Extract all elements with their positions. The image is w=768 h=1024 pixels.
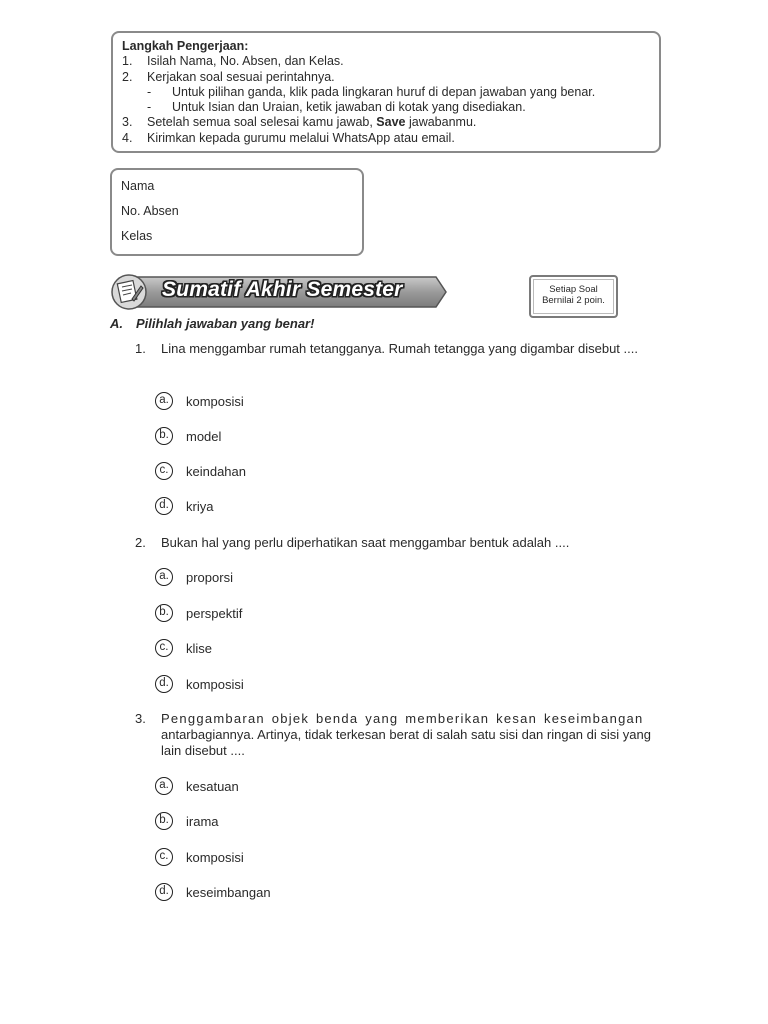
question-text — [161, 711, 660, 759]
question-number: 3. — [135, 711, 146, 726]
section-banner — [110, 273, 448, 311]
question-text: Bukan hal yang perlu diperhatikan saat menggambar bentuk adalah .... — [161, 535, 570, 550]
option-2d[interactable] — [155, 674, 244, 694]
section-label: A. — [110, 316, 123, 331]
option-3b[interactable] — [155, 811, 219, 831]
step-text — [147, 115, 476, 130]
step-text-part: jawabanmu. — [405, 115, 477, 130]
absen-label: No. Absen — [121, 204, 179, 218]
instructions-title: Langkah Pengerjaan: — [122, 39, 249, 53]
name-label: Nama — [121, 179, 155, 193]
instruction-substep — [122, 85, 649, 100]
option-1c[interactable] — [155, 461, 246, 481]
option-2a[interactable] — [155, 567, 233, 587]
instruction-step — [122, 70, 649, 85]
step-number: 4. — [122, 130, 133, 145]
option-2c[interactable] — [155, 638, 212, 658]
option-text: komposisi — [186, 393, 244, 409]
option-radio[interactable]: d. — [155, 883, 173, 901]
instructions-box — [111, 31, 661, 153]
option-text: komposisi — [186, 849, 244, 865]
step-number: 3. — [122, 115, 133, 130]
substep-dash: - — [147, 100, 152, 115]
question-3 — [135, 711, 660, 759]
option-radio[interactable]: c. — [155, 848, 173, 866]
question-text-line1: Penggambaran objek benda yang memberikan kesan keseimbangan — [161, 711, 644, 726]
substep-text: Untuk pilihan ganda, klik pada lingkaran huruf di depan jawaban yang benar. — [172, 84, 596, 99]
step-text: Kerjakan soal sesuai perintahnya. — [147, 69, 335, 84]
option-text: irama — [186, 813, 219, 829]
option-text: klise — [186, 640, 213, 656]
instruction-substep — [122, 100, 649, 115]
banner-title: Sumatif Akhir Semester — [162, 278, 403, 301]
question-text-rest: antarbagiannya. Artinya, tidak terkesan berat di salah satu sisi dan ringan di sisi yang lain disebut .... — [161, 727, 651, 758]
step-number: 2. — [122, 69, 133, 84]
option-text: model — [186, 428, 222, 444]
section-title: Pilihlah jawaban yang benar! — [136, 316, 315, 331]
option-1d[interactable] — [155, 496, 213, 516]
instruction-step — [122, 54, 649, 69]
option-radio[interactable]: b. — [155, 604, 173, 622]
step-text: Isilah Nama, No. Absen, dan Kelas. — [147, 54, 344, 69]
option-radio[interactable]: c. — [155, 462, 173, 480]
option-1a[interactable] — [155, 391, 244, 411]
step-text-part: Setelah semua soal selesai kamu jawab, — [147, 115, 377, 130]
option-text: perspektif — [186, 605, 243, 621]
option-radio[interactable]: b. — [155, 812, 173, 830]
option-radio[interactable]: a. — [155, 568, 173, 586]
step-text: Kirimkan kepada gurumu melalui WhatsApp atau email. — [147, 130, 455, 145]
option-text: proporsi — [186, 569, 233, 585]
option-text: kriya — [186, 498, 214, 514]
option-radio[interactable]: a. — [155, 777, 173, 795]
question-text: Lina menggambar rumah tetangganya. Rumah tetangga yang digambar disebut .... — [161, 341, 638, 356]
instruction-step — [122, 115, 649, 130]
score-note-line2: Bernilai 2 poin. — [542, 295, 605, 306]
option-text: keindahan — [186, 463, 246, 479]
option-text: kesatuan — [186, 778, 239, 794]
option-radio[interactable]: d. — [155, 675, 173, 693]
option-radio[interactable]: b. — [155, 427, 173, 445]
question-2 — [135, 535, 660, 551]
question-number: 1. — [135, 341, 146, 356]
question-number: 2. — [135, 535, 146, 550]
option-1b[interactable] — [155, 426, 221, 446]
option-3c[interactable] — [155, 847, 244, 867]
question-1 — [135, 341, 660, 357]
option-text: komposisi — [186, 676, 244, 692]
section-heading — [110, 316, 314, 331]
identity-box — [110, 168, 364, 256]
step-number: 1. — [122, 54, 133, 69]
option-3a[interactable] — [155, 776, 239, 796]
option-radio[interactable]: d. — [155, 497, 173, 515]
substep-text: Untuk Isian dan Uraian, ketik jawaban di kotak yang disediakan. — [172, 100, 526, 115]
option-radio[interactable]: c. — [155, 639, 173, 657]
step-text-bold: Save — [376, 115, 406, 130]
score-note — [529, 275, 618, 318]
option-radio[interactable]: a. — [155, 392, 173, 410]
instruction-step — [122, 131, 649, 146]
option-2b[interactable] — [155, 603, 242, 623]
option-text: keseimbangan — [186, 884, 271, 900]
option-3d[interactable] — [155, 882, 271, 902]
substep-dash: - — [147, 84, 152, 99]
score-note-line1: Setiap Soal — [549, 284, 598, 295]
class-label: Kelas — [121, 229, 153, 243]
